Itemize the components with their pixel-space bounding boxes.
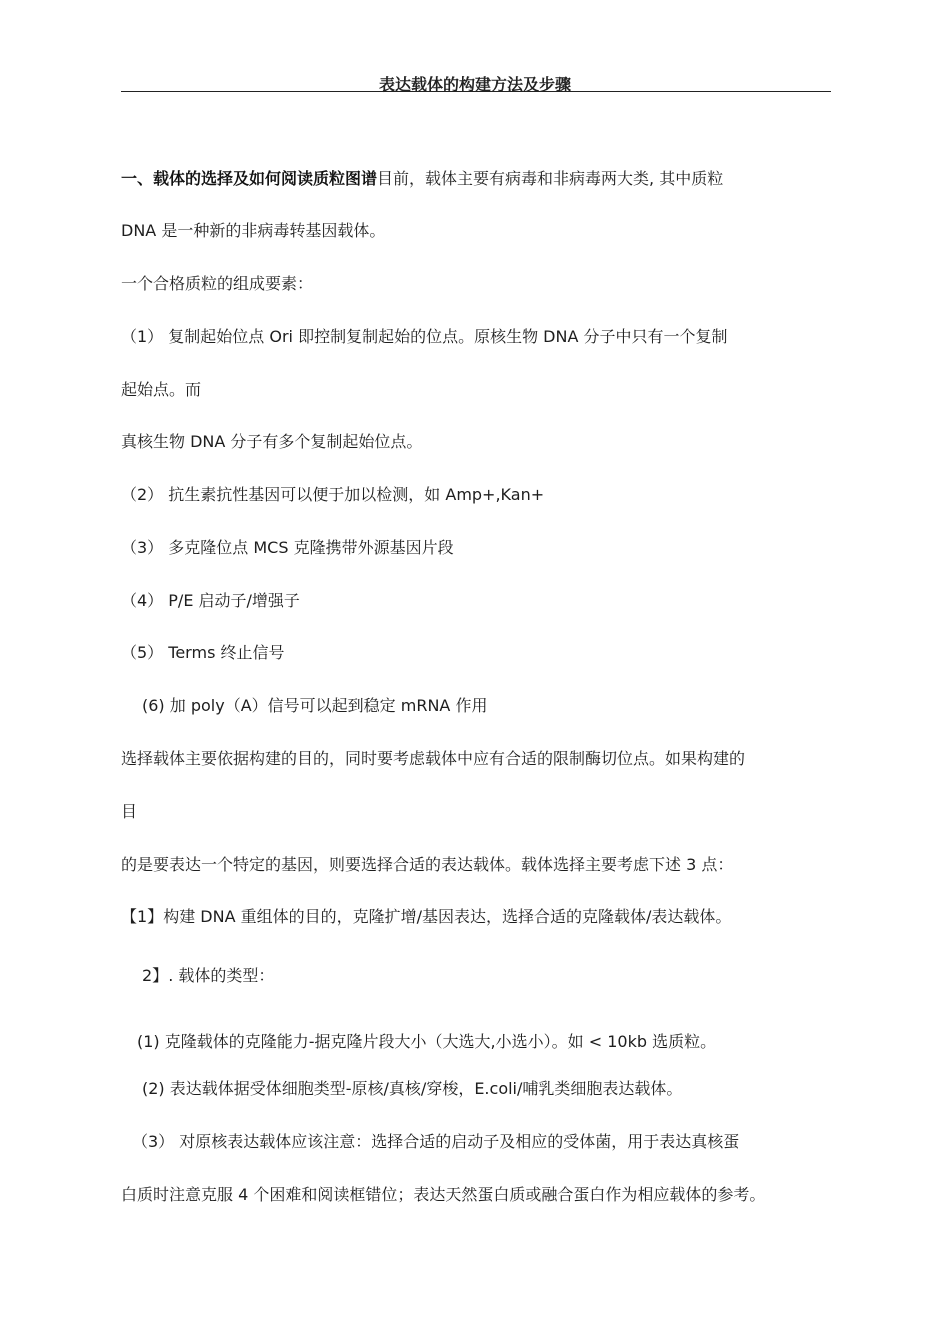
element-number: （3） (121, 538, 164, 557)
selection-point-2 (142, 966, 274, 986)
element-number: （5） (121, 643, 164, 662)
vector-type-3 (132, 1132, 739, 1152)
element-item-1-cont-2: 真核生物 DNA 分子有多个复制起始位点。 (121, 432, 423, 451)
element-text: 抗生素抗性基因可以便于加以检测，如 Amp+,Kan+ (168, 485, 545, 504)
selection-line-2: 目 (121, 802, 138, 821)
element-item-1 (121, 327, 727, 347)
element-text: Terms 终止信号 (168, 643, 285, 662)
element-item-1-cont: 起始点。而 (121, 380, 202, 399)
section-1-intro (121, 169, 723, 189)
element-text: 复制起始位点 Ori 即控制复制起始的位点。原核生物 DNA 分子中只有一个复制 (168, 327, 728, 346)
point-bracket: 2】 (142, 966, 169, 985)
header-divider (121, 91, 831, 92)
page-title: 表达载体的构建方法及步骤 (378, 75, 571, 94)
vector-type-1 (137, 1032, 716, 1052)
elements-title: 一个合格质粒的组成要素： (121, 274, 314, 293)
point-text: . 载体的类型： (168, 966, 275, 985)
selection-line-1: 选择载体主要依据构建的目的，同时要考虑载体中应有合适的限制酶切位点。如果构建的 (121, 749, 746, 768)
type-text: 克隆载体的克隆能力-据克隆片段大小（大选大,小选小）。如 < 10kb 选质粒。 (164, 1032, 717, 1051)
type-number: （3） (132, 1132, 175, 1151)
selection-line-3: 的是要表达一个特定的基因，则要选择合适的表达载体。载体选择主要考虑下述 3 点： (121, 855, 734, 874)
element-item-6 (142, 696, 487, 716)
closing-line: 白质时注意克服 4 个困难和阅读框错位；表达天然蛋白质或融合蛋白作为相应载体的参考。 (121, 1185, 766, 1204)
point-text: 构建 DNA 重组体的目的，克隆扩增/基因表达，选择合适的克隆载体/表达载体。 (163, 907, 732, 926)
element-text: 加 poly（A）信号可以起到稳定 mRNA 作用 (169, 696, 488, 715)
point-bracket: 【1】 (121, 907, 164, 926)
element-item-3 (121, 538, 454, 558)
selection-point-1 (121, 907, 731, 927)
element-text: 多克隆位点 MCS 克隆携带外源基因片段 (168, 538, 454, 557)
element-item-4 (121, 591, 300, 611)
type-number: (2) (142, 1079, 165, 1098)
type-text: 对原核表达载体应该注意：选择合适的启动子及相应的受体菌，用于表达真核蛋 (179, 1132, 740, 1151)
section-1-intro-text: 目前，载体主要有病毒和非病毒两大类, 其中质粒 (377, 169, 724, 188)
element-number: (6) (142, 696, 165, 715)
type-number: (1) (137, 1032, 160, 1051)
element-number: （1） (121, 327, 164, 346)
section-1-heading: 一、载体的选择及如何阅读质粒图谱 (121, 169, 378, 188)
section-1-line-2: DNA 是一种新的非病毒转基因载体。 (121, 221, 386, 240)
vector-type-2 (142, 1079, 682, 1099)
element-text: P/E 启动子/增强子 (168, 591, 300, 610)
element-item-5 (121, 643, 285, 663)
type-text: 表达载体据受体细胞类型-原核/真核/穿梭，E.coli/哺乳类细胞表达载体。 (169, 1079, 683, 1098)
element-number: （4） (121, 591, 164, 610)
element-item-2 (121, 485, 544, 505)
element-number: （2） (121, 485, 164, 504)
